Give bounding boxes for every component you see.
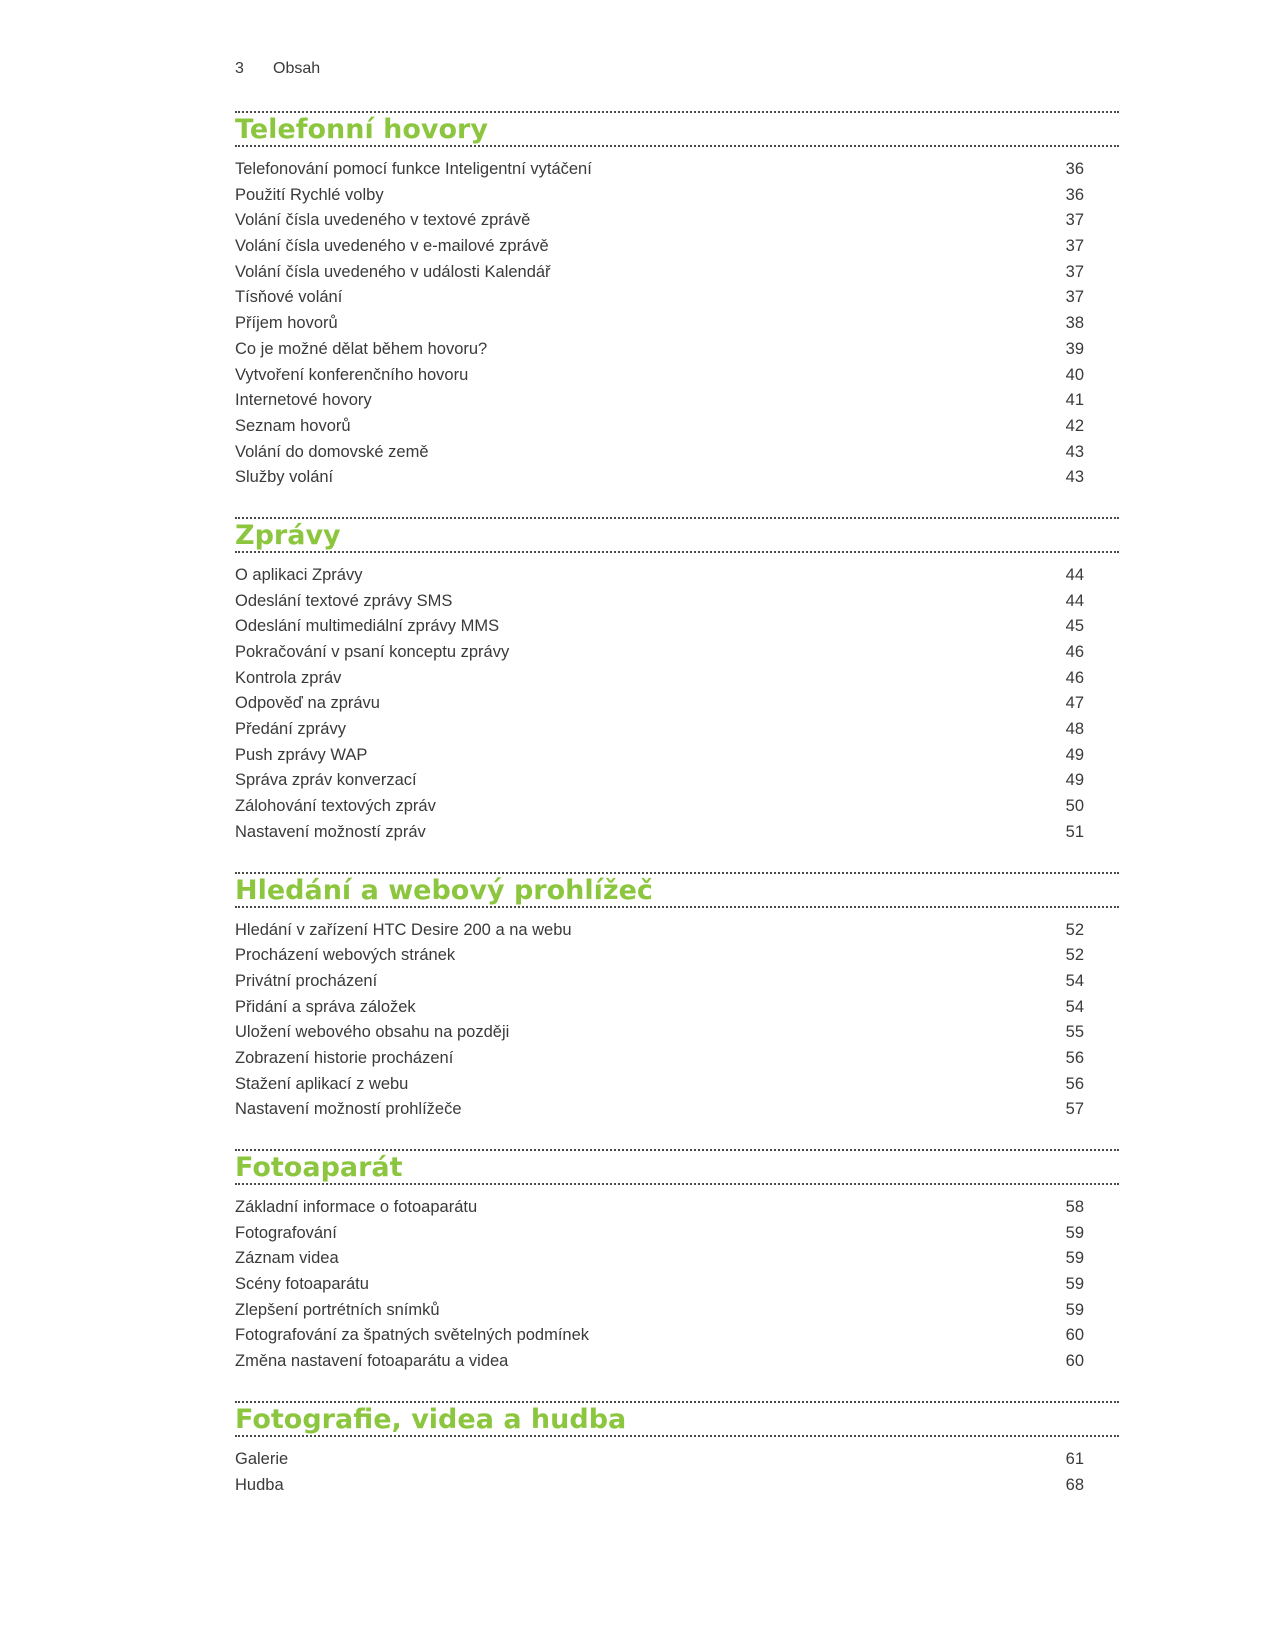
entry-list — [235, 1185, 1119, 1375]
entry-page-number[interactable]: 59 — [1065, 1249, 1084, 1268]
table-of-contents — [235, 111, 1119, 1498]
toc-section-fotografie-videa-a-hudba — [235, 1401, 1119, 1498]
toc-entry[interactable] — [235, 1046, 1119, 1072]
entry-page-number[interactable]: 36 — [1065, 185, 1084, 204]
entry-page-number[interactable]: 52 — [1065, 946, 1084, 965]
entry-title[interactable]: Fotografování — [235, 1223, 337, 1242]
toc-section-zpravy — [235, 517, 1119, 872]
entry-title[interactable]: O aplikaci Zprávy — [235, 565, 363, 584]
entry-title[interactable]: Odeslání textové zprávy SMS — [235, 591, 453, 610]
section-header — [235, 872, 1119, 908]
toc-entry[interactable] — [235, 768, 1119, 794]
toc-entry[interactable] — [235, 820, 1119, 846]
entry-page-number[interactable]: 36 — [1065, 160, 1084, 178]
toc-entry[interactable] — [235, 1246, 1119, 1272]
entry-page-number[interactable]: 56 — [1065, 1048, 1084, 1067]
toc-entry[interactable] — [235, 208, 1119, 234]
entry-title[interactable]: Telefonování pomocí funkce Inteligentní vytáčení — [235, 160, 592, 178]
entry-page-number[interactable]: 51 — [1065, 822, 1084, 841]
toc-entry[interactable] — [235, 157, 1119, 183]
entry-title[interactable]: Zlepšení portrétních snímků — [235, 1300, 440, 1319]
entry-page-number[interactable]: 47 — [1065, 694, 1084, 713]
entry-title[interactable]: Push zprávy WAP — [235, 745, 368, 764]
entry-page-number[interactable]: 56 — [1065, 1074, 1084, 1093]
entry-page-number[interactable]: 42 — [1065, 416, 1084, 435]
toc-entry[interactable] — [235, 1072, 1119, 1098]
entry-title[interactable]: Privátní procházení — [235, 971, 378, 990]
entry-page-number[interactable]: 43 — [1065, 468, 1084, 487]
entry-list — [235, 908, 1119, 1124]
entry-title[interactable]: Seznam hovorů — [235, 416, 351, 435]
toc-entry[interactable] — [235, 1195, 1119, 1221]
toc-entry[interactable] — [235, 183, 1119, 209]
section-title[interactable]: Fotoaparát — [235, 1152, 403, 1183]
entry-page-number[interactable]: 61 — [1065, 1449, 1084, 1468]
toc-entry[interactable] — [235, 563, 1119, 589]
entry-page-number[interactable]: 40 — [1065, 365, 1084, 384]
toc-entry[interactable] — [235, 285, 1119, 311]
toc-entry[interactable] — [235, 717, 1119, 743]
page-header — [235, 60, 320, 78]
toc-entry[interactable] — [235, 969, 1119, 995]
entry-title[interactable]: Galerie — [235, 1449, 289, 1468]
entry-page-number[interactable]: 39 — [1065, 339, 1084, 358]
entry-list — [235, 1437, 1119, 1498]
toc-entry[interactable] — [235, 794, 1119, 820]
entry-page-number[interactable]: 49 — [1065, 771, 1084, 790]
section-gap — [235, 846, 1119, 872]
entry-title[interactable]: Procházení webových stránek — [235, 946, 456, 965]
entry-title[interactable]: Příjem hovorů — [235, 314, 338, 333]
entry-page-number[interactable]: 44 — [1065, 565, 1084, 584]
toc-entry[interactable] — [235, 260, 1119, 286]
entry-title[interactable]: Základní informace o fotoaparátu — [235, 1198, 478, 1216]
section-header — [235, 111, 1119, 147]
toc-entry[interactable] — [235, 440, 1119, 466]
entry-title[interactable]: Nastavení možností zpráv — [235, 822, 426, 841]
entry-title[interactable]: Volání do domovské země — [235, 442, 429, 461]
toc-entry[interactable] — [235, 337, 1119, 363]
toc-entry[interactable] — [235, 589, 1119, 615]
entry-page-number[interactable]: 52 — [1065, 920, 1084, 939]
toc-entry[interactable] — [235, 1272, 1119, 1298]
entry-title[interactable]: Internetové hovory — [235, 391, 372, 410]
toc-entry[interactable] — [235, 943, 1119, 969]
toc-section-hledani-a-webovy-prohlizec — [235, 872, 1119, 1150]
section-title[interactable]: Telefonní hovory — [235, 114, 488, 145]
toc-entry[interactable] — [235, 1473, 1119, 1499]
toc-entry[interactable] — [235, 311, 1119, 337]
toc-entry[interactable] — [235, 1323, 1119, 1349]
entry-page-number[interactable]: 55 — [1065, 1023, 1084, 1042]
toc-entry[interactable] — [235, 995, 1119, 1021]
entry-title[interactable]: Odeslání multimediální zprávy MMS — [235, 617, 500, 636]
entry-page-number[interactable]: 57 — [1065, 1100, 1084, 1119]
entry-page-number[interactable]: 45 — [1065, 617, 1084, 636]
entry-page-number[interactable]: 58 — [1065, 1198, 1084, 1216]
section-gap — [235, 491, 1119, 517]
entry-title[interactable]: Správa zpráv konverzací — [235, 771, 417, 790]
entry-title[interactable]: Tísňové volání — [235, 288, 343, 307]
entry-title[interactable]: Volání čísla uvedeného v události Kalendář — [235, 262, 551, 281]
entry-title[interactable]: Kontrola zpráv — [235, 668, 342, 687]
entry-page-number[interactable]: 38 — [1065, 314, 1084, 333]
section-title[interactable]: Zprávy — [235, 519, 341, 551]
toc-entry[interactable] — [235, 1097, 1119, 1123]
entry-title[interactable]: Odpověď na zprávu — [235, 694, 380, 713]
toc-entry[interactable] — [235, 614, 1119, 640]
entry-title[interactable]: Scény fotoaparátu — [235, 1275, 369, 1294]
toc-entry[interactable] — [235, 640, 1119, 666]
entry-title[interactable]: Uložení webového obsahu na později — [235, 1023, 510, 1042]
entry-title[interactable]: Volání čísla uvedeného v textové zprávě — [235, 211, 531, 230]
entry-page-number[interactable]: 44 — [1065, 591, 1084, 610]
entry-page-number[interactable]: 49 — [1065, 745, 1084, 764]
entry-list — [235, 553, 1119, 846]
toc-entry[interactable] — [235, 1298, 1119, 1324]
section-header — [235, 1149, 1119, 1185]
entry-title[interactable]: Služby volání — [235, 468, 334, 487]
entry-title[interactable]: Co je možné dělat během hovoru? — [235, 339, 488, 358]
entry-page-number[interactable]: 59 — [1065, 1275, 1084, 1294]
toc-entry[interactable] — [235, 363, 1119, 389]
entry-title[interactable]: Hudba — [235, 1475, 284, 1494]
entry-page-number[interactable]: 41 — [1065, 391, 1084, 410]
toc-entry[interactable] — [235, 414, 1119, 440]
entry-page-number[interactable]: 54 — [1065, 997, 1084, 1016]
toc-entry[interactable] — [235, 234, 1119, 260]
toc-entry[interactable] — [235, 1020, 1119, 1046]
entry-title[interactable]: Zálohování textových zpráv — [235, 797, 436, 816]
entry-page-number[interactable]: 46 — [1065, 668, 1084, 687]
entry-page-number[interactable]: 60 — [1065, 1326, 1084, 1345]
entry-title[interactable]: Hledání v zařízení HTC Desire 200 a na webu — [235, 920, 572, 939]
section-gap — [235, 1375, 1119, 1401]
header-title: Obsah — [273, 60, 321, 77]
toc-entry[interactable] — [235, 1221, 1119, 1247]
section-gap — [235, 1123, 1119, 1149]
entry-title[interactable]: Zobrazení historie procházení — [235, 1048, 454, 1067]
entry-page-number[interactable]: 37 — [1065, 237, 1084, 256]
toc-entry[interactable] — [235, 388, 1119, 414]
entry-title[interactable]: Záznam videa — [235, 1249, 339, 1268]
entry-page-number[interactable]: 48 — [1065, 720, 1084, 739]
section-header — [235, 517, 1119, 553]
entry-page-number[interactable]: 68 — [1065, 1475, 1084, 1494]
toc-entry[interactable] — [235, 743, 1119, 769]
entry-title[interactable]: Volání čísla uvedeného v e-mailové zprávě — [235, 237, 549, 256]
toc-entry[interactable] — [235, 918, 1119, 944]
toc-entry[interactable] — [235, 1447, 1119, 1473]
toc-entry[interactable] — [235, 691, 1119, 717]
toc-entry[interactable] — [235, 1349, 1119, 1375]
toc-section-fotoaparat — [235, 1149, 1119, 1401]
page-number: 3 — [235, 60, 244, 77]
entry-title[interactable]: Pokračování v psaní konceptu zprávy — [235, 643, 510, 661]
entry-title[interactable]: Stažení aplikací z webu — [235, 1074, 409, 1093]
entry-page-number[interactable]: 46 — [1065, 643, 1084, 661]
toc-entry[interactable] — [235, 666, 1119, 692]
entry-page-number[interactable]: 60 — [1065, 1352, 1084, 1371]
toc-section-telefonni-hovory — [235, 111, 1119, 517]
entry-page-number[interactable]: 37 — [1065, 211, 1084, 230]
section-title[interactable]: Hledání a webový prohlížeč — [235, 874, 653, 906]
section-header — [235, 1401, 1119, 1437]
entry-title[interactable]: Vytvoření konferenčního hovoru — [235, 365, 469, 384]
entry-page-number[interactable]: 59 — [1065, 1223, 1084, 1242]
entry-page-number[interactable]: 59 — [1065, 1300, 1084, 1319]
entry-page-number[interactable]: 43 — [1065, 442, 1084, 461]
entry-title[interactable]: Použití Rychlé volby — [235, 185, 384, 204]
entry-page-number[interactable]: 54 — [1065, 971, 1084, 990]
entry-page-number[interactable]: 50 — [1065, 797, 1084, 816]
entry-list — [235, 147, 1119, 491]
entry-page-number[interactable]: 37 — [1065, 262, 1084, 281]
toc-entry[interactable] — [235, 465, 1119, 491]
entry-title[interactable]: Změna nastavení fotoaparátu a videa — [235, 1352, 509, 1371]
entry-title[interactable]: Fotografování za špatných světelných podmínek — [235, 1326, 590, 1345]
entry-page-number[interactable]: 37 — [1065, 288, 1084, 307]
entry-title[interactable]: Nastavení možností prohlížeče — [235, 1100, 462, 1119]
entry-title[interactable]: Přidání a správa záložek — [235, 997, 416, 1016]
section-title[interactable]: Fotografie, videa a hudba — [235, 1403, 627, 1435]
entry-title[interactable]: Předání zprávy — [235, 720, 346, 739]
